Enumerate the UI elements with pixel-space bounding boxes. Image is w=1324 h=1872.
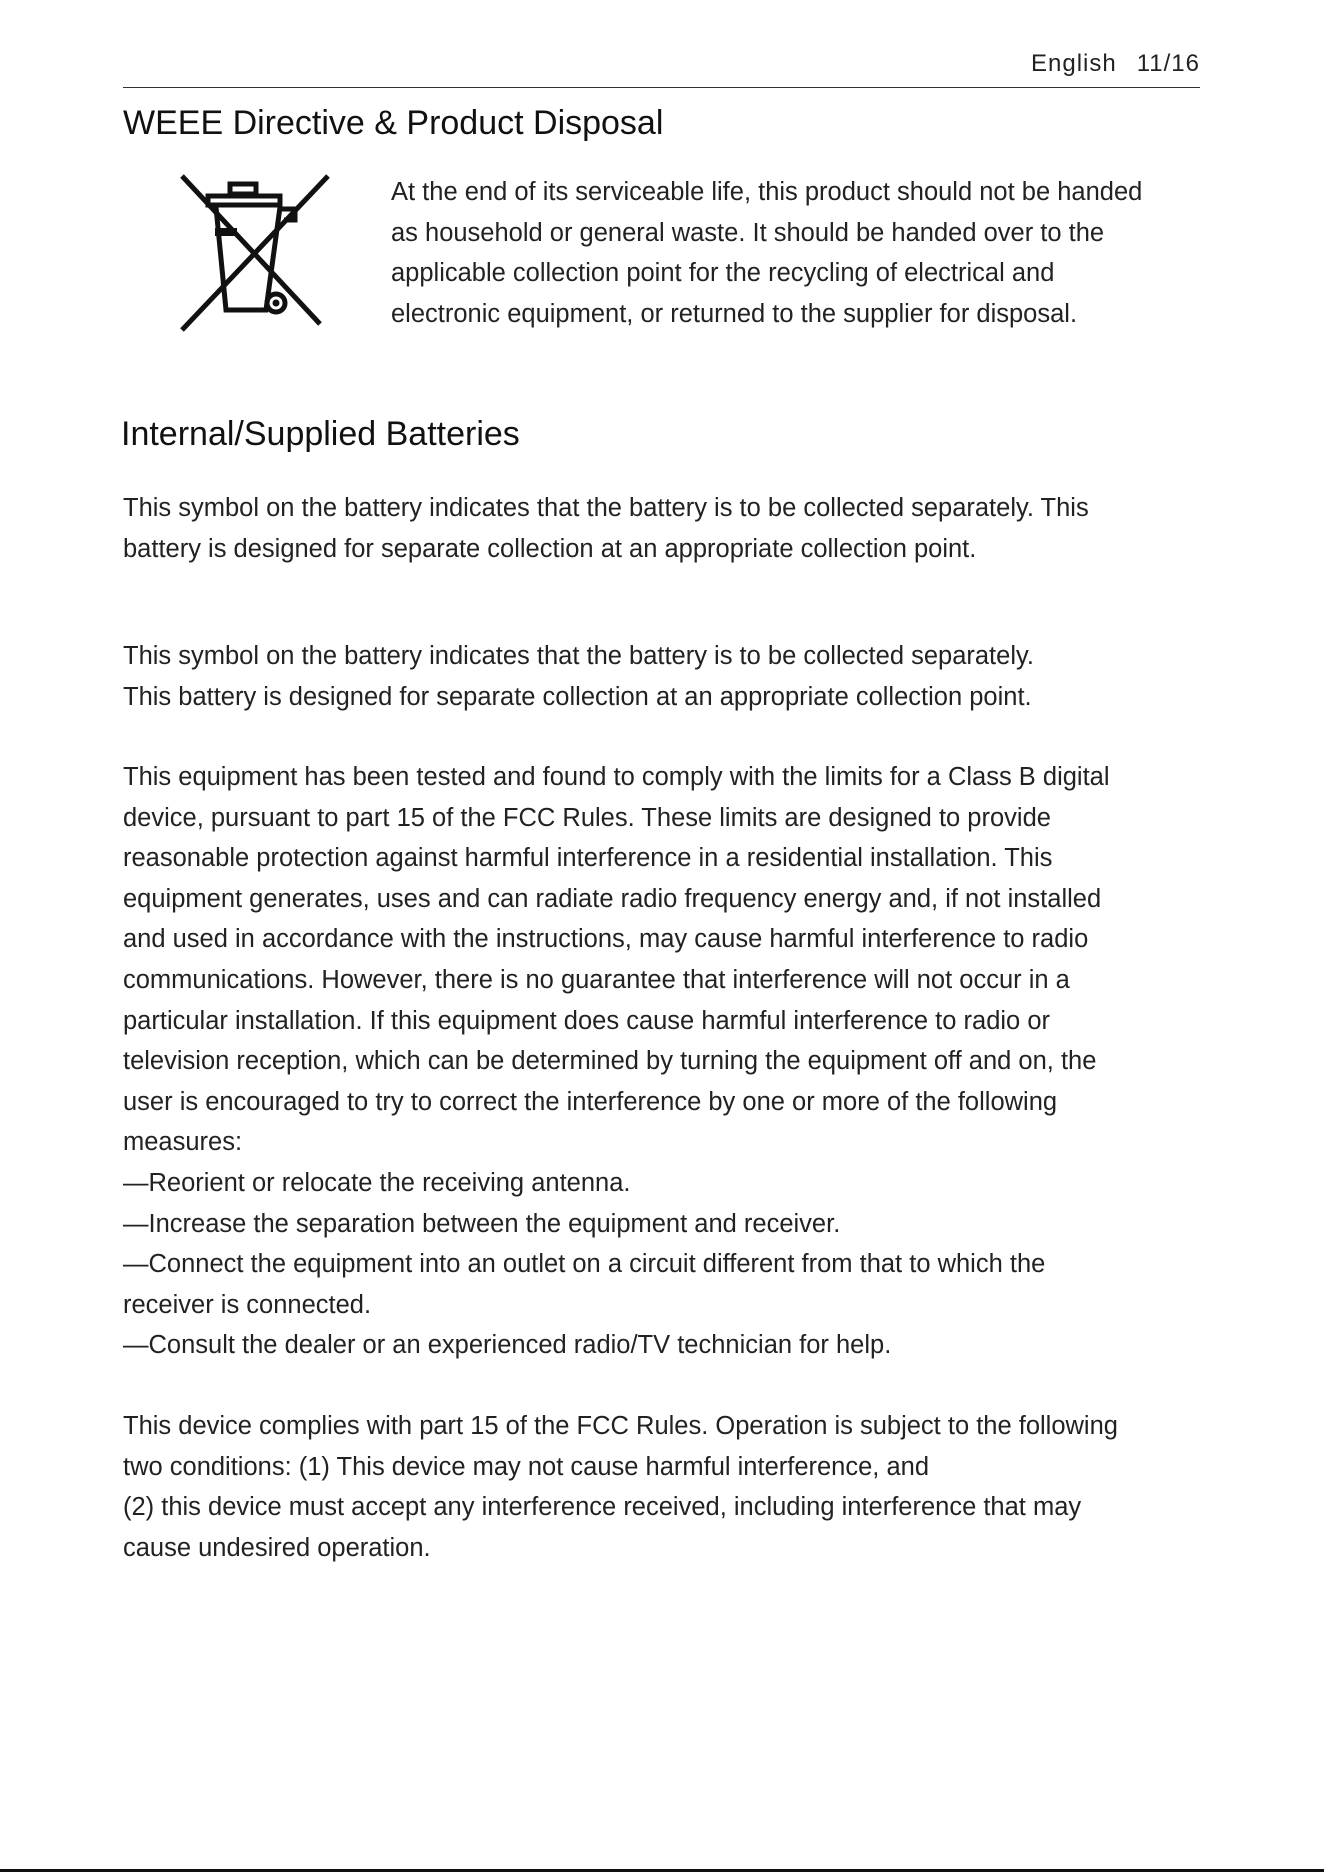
text-line: particular installation. If this equipment does cause harmful interference to radio or [123,1006,1050,1035]
weee-heading: WEEE Directive & Product Disposal [123,104,664,142]
fcc-statement [123,757,1203,1366]
text-line: applicable collection point for the recycling of electrical and [391,259,1055,288]
text-line: communications. However, there is no guarantee that interference will not occur in a [123,965,1070,994]
battery-paragraph-2 [123,636,1203,717]
text-line: (2) this device must accept any interference received, including interference that may [123,1493,1082,1522]
text-line: This symbol on the battery indicates that the battery is to be collected separately. [123,642,1034,670]
text-line: battery is designed for separate collection at an appropriate collection point. [123,534,977,563]
text-line: two conditions: (1) This device may not cause harmful interference, and [123,1452,930,1481]
list-item: —Increase the separation between the equipment and receiver. [123,1209,841,1238]
text-line: television reception, which can be determined by turning the equipment off and on, the [123,1047,1097,1076]
text-line: This battery is designed for separate collection at an appropriate collection point. [123,682,1032,711]
text-line: as household or general waste. It should be handed over to the [391,218,1105,247]
device-compliance-paragraph [123,1406,1203,1568]
page-header [123,50,1200,88]
list-item: —Consult the dealer or an experienced radio/TV technician for help. [123,1331,892,1360]
text-line: measures: [123,1128,243,1157]
battery-paragraph-1 [123,488,1203,569]
weee-paragraph [391,172,1211,334]
crossed-out-wheelie-bin-icon [180,172,336,332]
batteries-heading: Internal/Supplied Batteries [121,415,520,453]
text-line: electronic equipment, or returned to the supplier for disposal. [391,299,1078,328]
text-line: reasonable protection against harmful interference in a residential installation. This [123,844,1053,873]
text-line: cause undesired operation. [123,1533,431,1562]
text-line: This device complies with part 15 of the FCC Rules. Operation is subject to the following [123,1412,1118,1440]
page-number: 11/16 [1136,50,1200,77]
text-line: This symbol on the battery indicates that the battery is to be collected separately. This [123,494,1089,522]
text-line: receiver is connected. [123,1290,372,1319]
text-line: At the end of its serviceable life, this product should not be handed [391,178,1143,206]
list-item: —Reorient or relocate the receiving antenna. [123,1168,631,1197]
header-language: English [1031,50,1117,77]
text-line: device, pursuant to part 15 of the FCC Rules. These limits are designed to provide [123,803,1051,832]
text-line: This equipment has been tested and found to comply with the limits for a Class B digital [123,763,1110,791]
text-line: and used in accordance with the instructions, may cause harmful interference to radio [123,925,1089,954]
list-item: —Connect the equipment into an outlet on a circuit different from that to which the [123,1250,1046,1279]
text-line: equipment generates, uses and can radiate radio frequency energy and, if not installed [123,884,1102,913]
text-line: user is encouraged to try to correct the interference by one or more of the following [123,1087,1058,1116]
header-text [1031,50,1200,78]
